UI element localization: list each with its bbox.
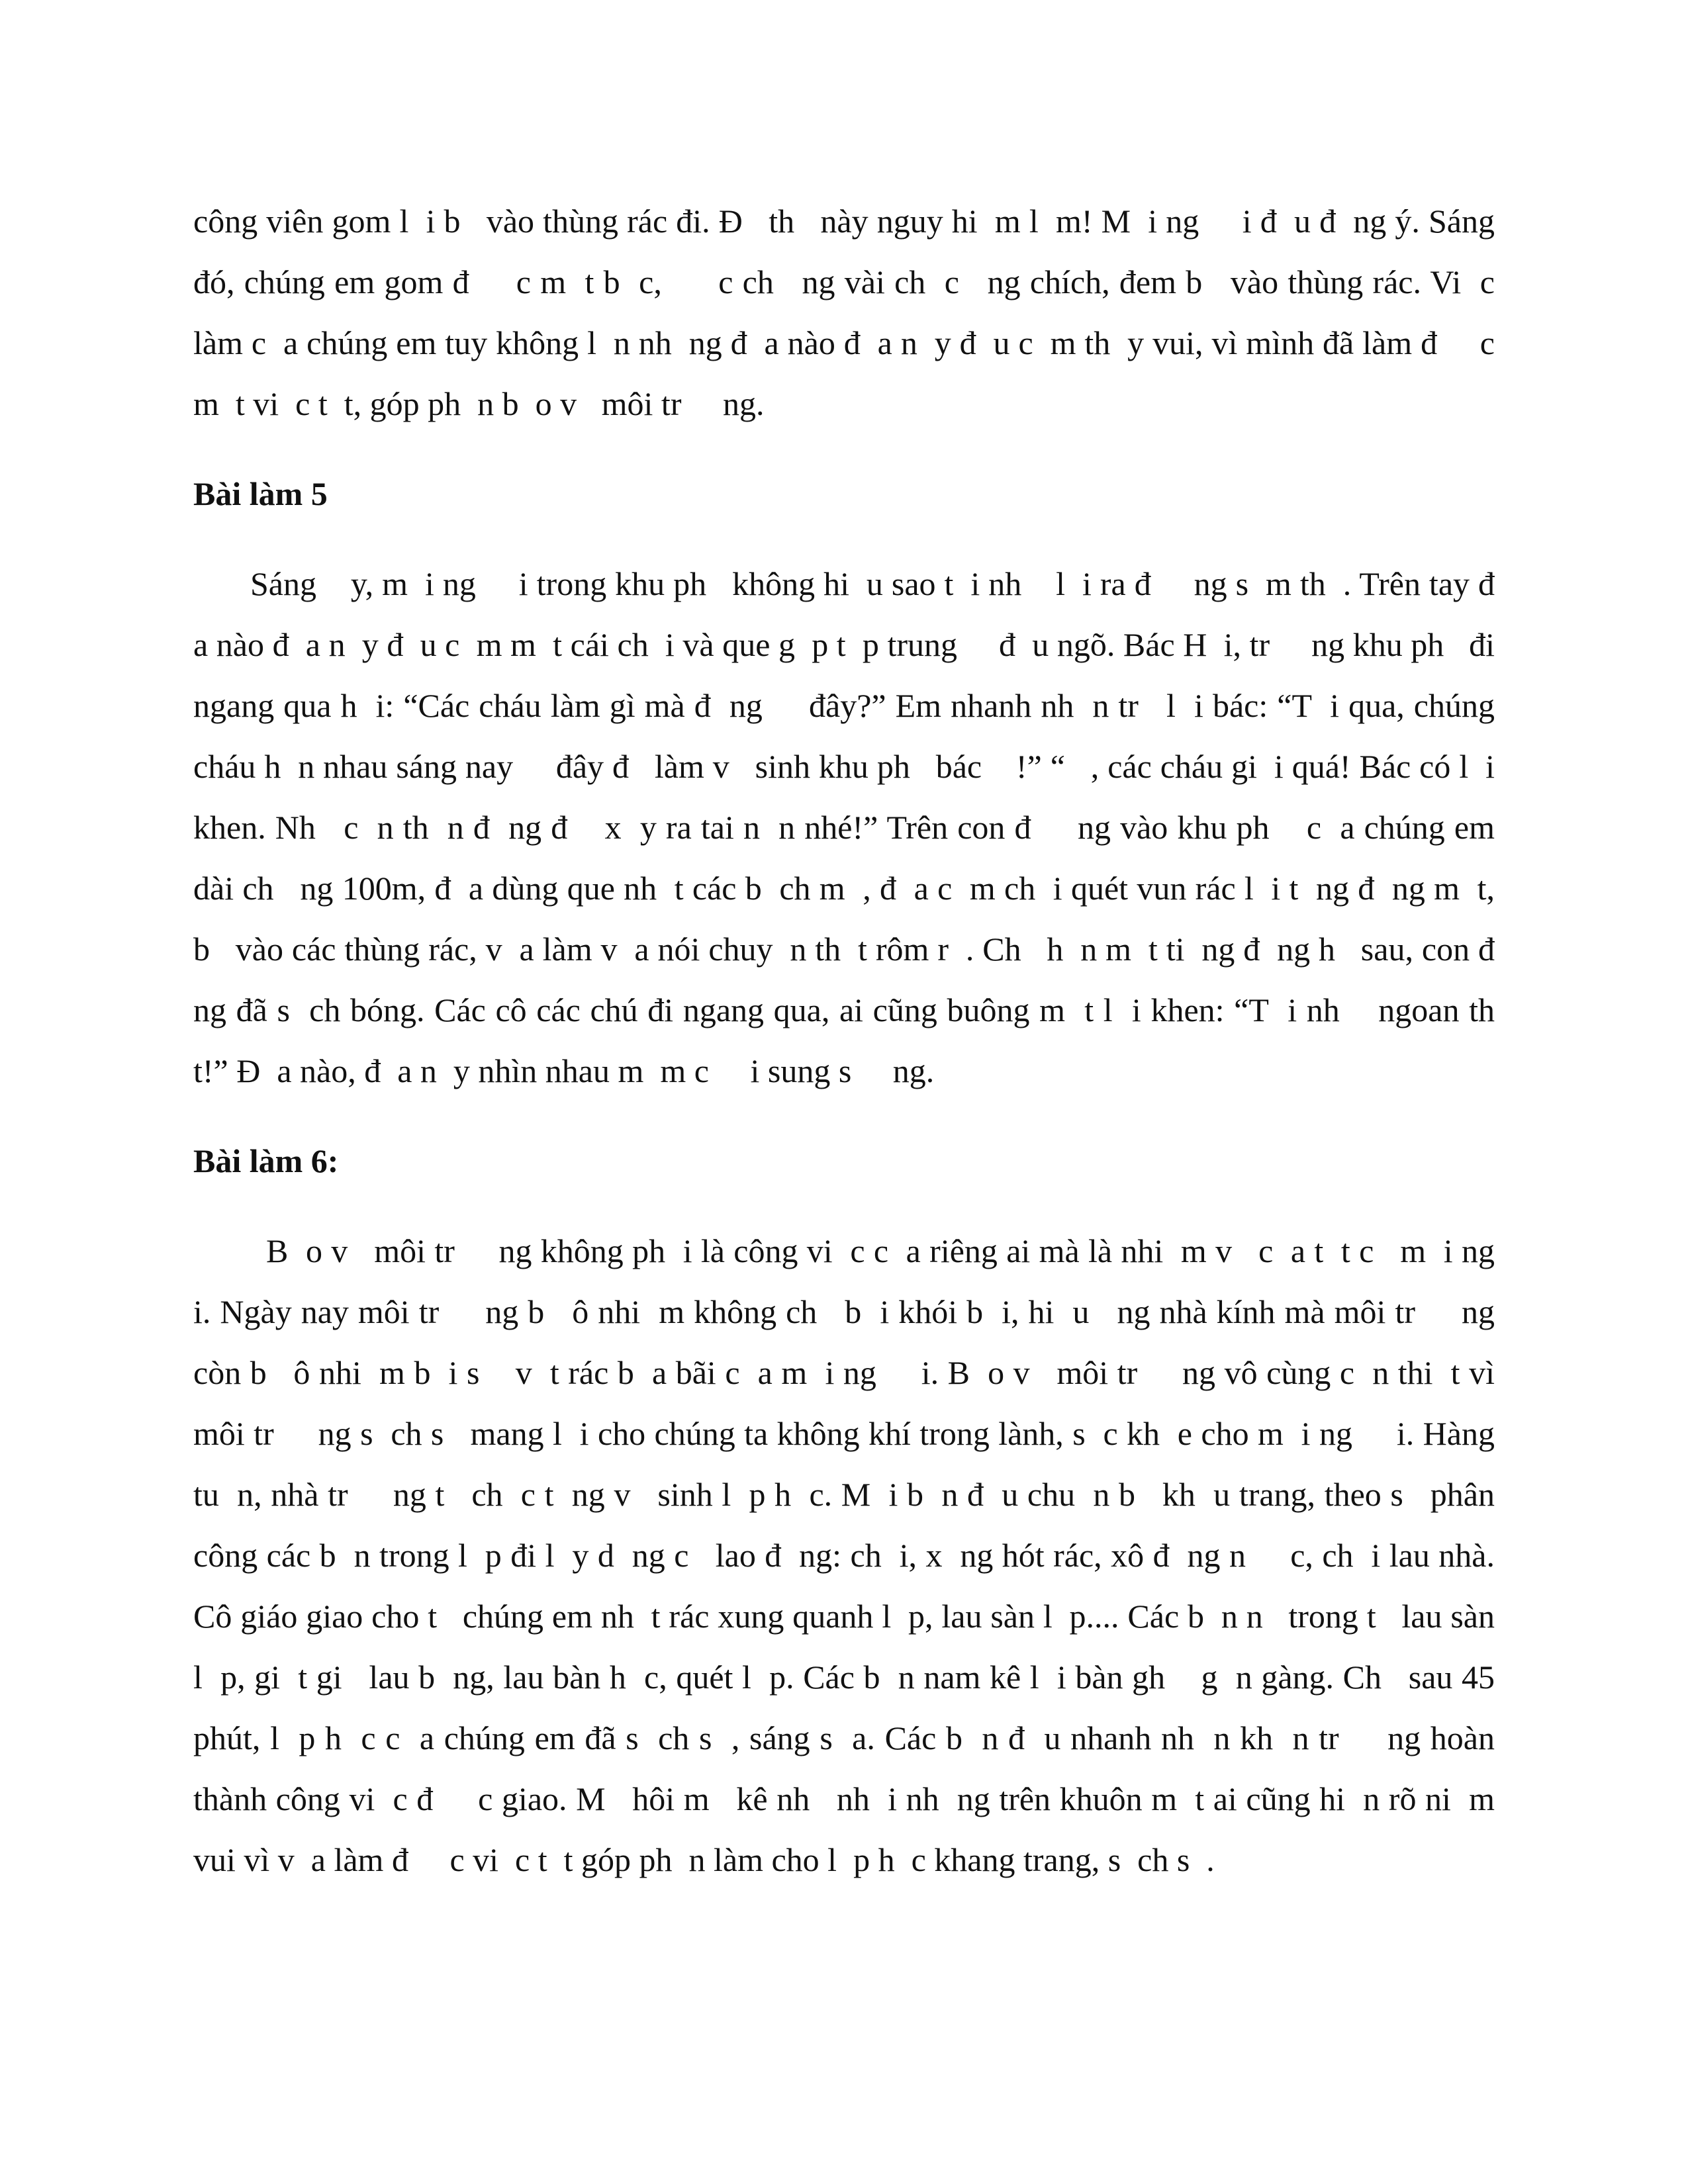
- document-body: [193, 191, 1536, 1890]
- paragraph-1: công viên gom l i b vào thùng rác đi. Đ th này nguy hi m l m! M i ng i đ u đ ng ý. Sáng đó, chúng em gom đ c m t b c, c ch ng vài ch c ng chích, đem b vào thùng rác. Vi c làm c a chúng em tuy không l n nh ng đ a nào đ a n y đ u c m th y vui, vì mình đã làm đ c m t vi c t t, góp ph n b o v môi tr ng.: [193, 203, 1503, 422]
- heading-bai-lam-6: Bài làm 6:: [193, 1142, 339, 1179]
- paragraph-2: Sáng y, m i ng i trong khu ph không hi u sao t i nh l i ra đ ng s m th . Trên tay đ a nào đ a n y đ u c m m t cái ch i và que g p t p trung đ u ngõ. Bác H i, tr ng khu ph đi ngang qua h i: “Các cháu làm gì mà đ ng đây?” Em nhanh nh n tr l i bác: “T i qua, chúng cháu h n nhau sáng nay đây đ làm v sinh khu ph bác !” “ , các cháu gi i quá! Bác có l i khen. Nh c n th n đ ng đ x y ra tai n n nhé!” Trên con đ ng vào khu ph c a chúng em dài ch ng 100m, đ a dùng que nh t các b ch m , đ a c m ch i quét vun rác l i t ng đ ng m t, b vào các thùng rác, v a làm v a nói chuy n th t rôm r . Ch h n m t ti ng đ ng h sau, con đ ng đã s ch bóng. Các cô các chú đi ngang qua, ai cũng buông m t l i khen: “T i nh ngoan th t!” Đ a nào, đ a n y nhìn nhau m m c i sung s ng.: [193, 565, 1536, 1089]
- heading-bai-lam-5: Bài làm 5: [193, 475, 328, 512]
- spacer: [193, 434, 1495, 463]
- spacer: [193, 1101, 1495, 1130]
- paragraph-3: B o v môi tr ng không ph i là công vi c c a riêng ai mà là nhi m v c a t t c m i ng i. Ngày nay môi tr ng b ô nhi m không ch b i khói b i, hi u ng nhà kính mà môi tr ng còn b ô nhi m b i s v t rác b a bãi c a m i ng i. B o v môi tr ng vô cùng c n thi t vì môi tr ng s ch s mang l i cho chúng ta không khí trong lành, s c kh e cho m i ng i. Hàng tu n, nhà tr ng t ch c t ng v sinh l p h c. M i b n đ u chu n b kh u trang, theo s phân công các b n trong l p đi l y d ng c lao đ ng: ch i, x ng hót rác, xô đ ng n c, ch i lau nhà. Cô giáo giao cho t chúng em nh t rác xung quanh l p, lau sàn l p.... Các b n n trong t lau sàn l p, gi t gi lau b ng, lau bàn h c, quét l p. Các b n nam kê l i bàn gh g n gàng. Ch sau 45 phút, l p h c c a chúng em đã s ch s , sáng s a. Các b n đ u nhanh nh n kh n tr ng hoàn thành công vi c đ c giao. M hôi m kê nh nh i nh ng trên khuôn m t ai cũng hi n rõ ni m vui vì v a làm đ c vi c t t góp ph n làm cho l p h c khang trang, s ch s .: [193, 1232, 1536, 1878]
